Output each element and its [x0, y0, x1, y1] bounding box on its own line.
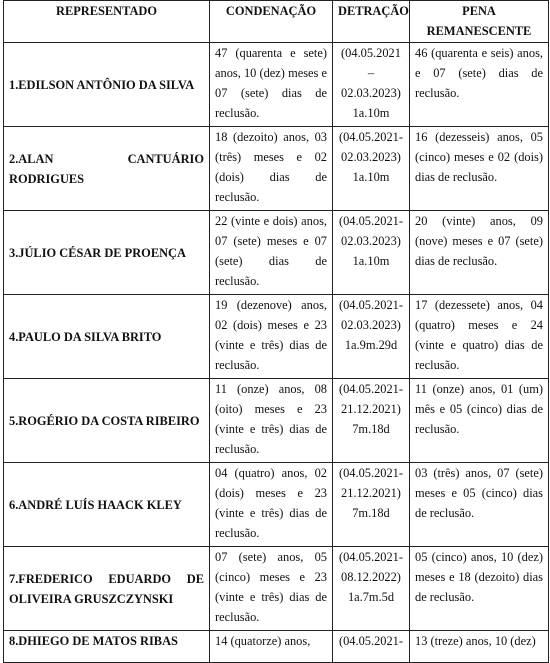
cell-condenacao: 19 (dezenove) anos, 02 (dois) meses e 23 (vinte e três) dias de reclusão. — [210, 295, 333, 379]
cell-detracao — [333, 127, 410, 211]
cell-pena-remanescente: 13 (treze) anos, 10 (dez) — [410, 631, 549, 663]
cell-representado: 4.PAULO DA SILVA BRITO — [4, 295, 210, 379]
cell-pena-remanescente: 11 (onze) anos, 01 (um) mês e 05 (cinco) dias de reclusão. — [410, 379, 549, 463]
cell-detracao — [333, 211, 410, 295]
detracao-end: 08.12.2022) — [341, 570, 401, 584]
cell-condenacao: 47 (quarenta e sete) anos, 10 (dez) meses e 07 (sete) dias de reclusão. — [210, 43, 333, 127]
cell-pena-remanescente: 16 (dezesseis) anos, 05 (cinco) meses e 02 (dois) dias de reclusão. — [410, 127, 549, 211]
cell-pena-remanescente: 17 (dezessete) anos, 04 (quatro) meses e 24 (vinte e quatro) dias de reclusão. — [410, 295, 549, 379]
cell-detracao — [333, 295, 410, 379]
detracao-start: (04.05.2021- — [338, 382, 403, 396]
detracao-start: (04.05.2021- — [338, 550, 403, 564]
detracao-total: 1a.10m — [352, 106, 390, 120]
detracao-end: 02.03.2023) — [341, 234, 401, 248]
table-row — [4, 463, 549, 547]
header-pena-line1: PENA — [462, 4, 496, 18]
cell-condenacao: 11 (onze) anos, 08 (oito) meses e 23 (vinte e três) dias de reclusão. — [210, 379, 333, 463]
header-pena-remanescente — [410, 1, 549, 43]
detracao-start: (04.05.2021 – — [341, 46, 401, 80]
table-row — [4, 295, 549, 379]
cell-detracao — [333, 379, 410, 463]
cell-condenacao: 04 (quatro) anos, 02 (dois) meses e 23 (vinte e três) dias de reclusão. — [210, 463, 333, 547]
cell-condenacao: 07 (sete) anos, 05 (cinco) meses e 23 (vinte e três) dias de reclusão. — [210, 547, 333, 631]
table-row — [4, 43, 549, 127]
detracao-start: (04.05.2021- — [338, 634, 403, 648]
cell-pena-remanescente: 05 (cinco) anos, 10 (dez) meses e 18 (dezoito) dias de reclusão. — [410, 547, 549, 631]
cell-representado: 1.EDILSON ANTÔNIO DA SILVA — [4, 43, 210, 127]
cell-representado: 5.ROGÉRIO DA COSTA RIBEIRO — [4, 379, 210, 463]
detracao-total: 1a.10m — [352, 254, 390, 268]
detracao-end: 21.12.2021) — [341, 402, 401, 416]
cell-detracao — [333, 43, 410, 127]
table-row — [4, 547, 549, 631]
detracao-total: 1a.9m.29d — [344, 338, 398, 352]
header-condenacao: CONDENAÇÃO — [210, 1, 333, 43]
header-detracao: DETRAÇÃO — [333, 1, 410, 43]
cell-representado: 6.ANDRÉ LUÍS HAACK KLEY — [4, 463, 210, 547]
detracao-start: (04.05.2021- — [338, 214, 403, 228]
table-row — [4, 631, 549, 663]
cell-condenacao: 22 (vinte e dois) anos, 07 (sete) meses e 07 (sete) dias de reclusão. — [210, 211, 333, 295]
cell-representado: 2.ALAN CANTUÁRIO RODRIGUES — [4, 127, 210, 211]
detracao-total: 1a.7m.5d — [347, 590, 395, 604]
sentence-table — [3, 0, 549, 663]
detracao-end: 02.03.2023) — [341, 318, 401, 332]
table-row — [4, 379, 549, 463]
cell-detracao — [333, 631, 410, 663]
header-pena-line2: REMANESCENTE — [426, 24, 532, 38]
table-row — [4, 211, 549, 295]
detracao-total: 7m.18d — [352, 422, 390, 436]
table-header-row — [4, 1, 549, 43]
cell-pena-remanescente: 46 (quarenta e seis) anos, e 07 (sete) dias de reclusão. — [410, 43, 549, 127]
detracao-start: (04.05.2021- — [338, 130, 403, 144]
detracao-start: (04.05.2021- — [338, 298, 403, 312]
detracao-end: 02.03.2023) — [341, 150, 401, 164]
detracao-end: 21.12.2021) — [341, 486, 401, 500]
cell-detracao — [333, 463, 410, 547]
detracao-end: 02.03.2023) — [341, 86, 401, 100]
header-representado: REPRESENTADO — [4, 1, 210, 43]
cell-condenacao: 14 (quatorze) anos, — [210, 631, 333, 663]
cell-detracao — [333, 547, 410, 631]
cell-representado: 3.JÚLIO CÉSAR DE PROENÇA — [4, 211, 210, 295]
cell-pena-remanescente: 03 (três) anos, 07 (sete) meses e 05 (cinco) dias de reclusão. — [410, 463, 549, 547]
table-row — [4, 127, 549, 211]
cell-representado: 7.FREDERICO EDUARDO DE OLIVEIRA GRUSZCZYNSKI — [4, 547, 210, 631]
detracao-start: (04.05.2021- — [338, 466, 403, 480]
cell-pena-remanescente: 20 (vinte) anos, 09 (nove) meses e 07 (sete) dias de reclusão. — [410, 211, 549, 295]
cell-condenacao: 18 (dezoito) anos, 03 (três) meses e 02 (dois) dias de reclusão. — [210, 127, 333, 211]
detracao-total: 1a.10m — [352, 170, 390, 184]
cell-representado: 8.DHIEGO DE MATOS RIBAS — [4, 631, 210, 663]
detracao-total: 7m.18d — [352, 506, 390, 520]
